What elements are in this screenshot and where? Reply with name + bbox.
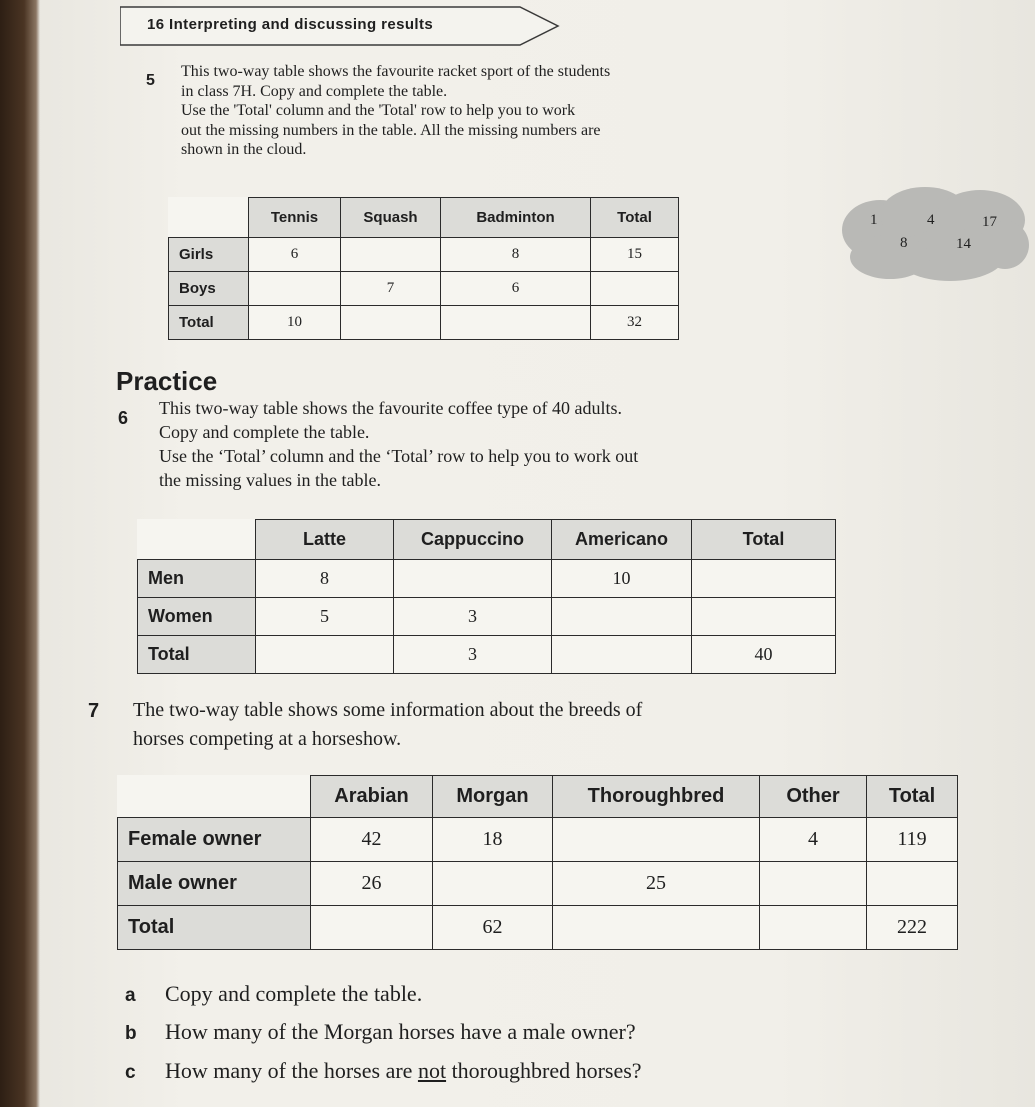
- table-cell: [692, 598, 836, 636]
- question-6-line: This two-way table shows the favourite coffee type of 40 adults.: [159, 398, 623, 418]
- table-cell: [311, 906, 433, 950]
- row-header: Total: [138, 636, 256, 674]
- column-header: Cappuccino: [394, 520, 552, 560]
- table-cell: 3: [394, 598, 552, 636]
- row-header: Men: [138, 560, 256, 598]
- table-cell: [760, 862, 867, 906]
- table-corner: [138, 520, 256, 560]
- row-header: Male owner: [118, 862, 311, 906]
- question-5-line: out the missing numbers in the table. All the missing numbers are: [181, 121, 601, 139]
- table-cell: [394, 560, 552, 598]
- cloud-number: 17: [982, 214, 997, 230]
- table-row: [169, 238, 679, 272]
- coffee-type-table: [137, 519, 836, 674]
- table-row: [118, 818, 958, 862]
- table-cell: 62: [433, 906, 553, 950]
- question-7-line: horses competing at a horseshow.: [133, 728, 402, 750]
- column-header: Arabian: [311, 776, 433, 818]
- sub-question-text: How many of the horses are: [165, 1058, 418, 1083]
- table-cell: 10: [552, 560, 692, 598]
- column-header: Badminton: [441, 198, 591, 238]
- column-header: Americano: [552, 520, 692, 560]
- column-header: Latte: [256, 520, 394, 560]
- question-5-line: Use the 'Total' column and the 'Total' row to help you to work: [181, 102, 576, 119]
- table-cell: 40: [692, 636, 836, 674]
- table-cell: 10: [249, 306, 341, 340]
- table-cell: 119: [867, 818, 958, 862]
- column-header: Other: [760, 776, 867, 818]
- table-cell: 7: [341, 272, 441, 306]
- table-row: [169, 306, 679, 340]
- table-cell: [249, 272, 341, 306]
- sub-question-letter: b: [125, 1023, 137, 1044]
- cloud-number: 1: [870, 212, 878, 228]
- table-cell: [552, 598, 692, 636]
- question-7-line: The two-way table shows some information about the breeds of: [133, 699, 643, 721]
- cloud-number: 8: [900, 235, 908, 251]
- book-spine-shadow: [0, 0, 40, 1107]
- table-cell: 8: [441, 238, 591, 272]
- table-cell: [441, 306, 591, 340]
- row-header: Total: [169, 306, 249, 340]
- sub-question-text: Copy and complete the table.: [165, 981, 423, 1006]
- practice-heading: Practice: [116, 366, 218, 396]
- table-row: [138, 636, 836, 674]
- table-cell: [341, 306, 441, 340]
- column-header: Total: [867, 776, 958, 818]
- table-cell: [692, 560, 836, 598]
- chapter-banner: [120, 6, 560, 46]
- question-5-line: shown in the cloud.: [181, 141, 307, 158]
- table-row: [118, 862, 958, 906]
- table-cell: 18: [433, 818, 553, 862]
- cloud-number: 14: [956, 236, 971, 252]
- question-6-number: 6: [118, 408, 129, 428]
- column-header: Morgan: [433, 776, 553, 818]
- table-cell: 5: [256, 598, 394, 636]
- question-7-number: 7: [88, 700, 100, 722]
- table-cell: [591, 272, 679, 306]
- question-7-text: [133, 696, 853, 754]
- question-5-number: 5: [146, 72, 155, 89]
- row-header: Girls: [169, 238, 249, 272]
- table-cell: 4: [760, 818, 867, 862]
- column-header: Total: [692, 520, 836, 560]
- question-5-line: in class 7H. Copy and complete the table.: [181, 82, 448, 100]
- table-corner: [169, 198, 249, 238]
- sub-question-letter: a: [125, 985, 136, 1006]
- table-cell: 42: [311, 818, 433, 862]
- sub-question-letter: c: [125, 1062, 136, 1083]
- table-cell: 6: [441, 272, 591, 306]
- row-header: Women: [138, 598, 256, 636]
- sub-question-c: [125, 1058, 642, 1084]
- table-cell: 222: [867, 906, 958, 950]
- sub-question-text-end: thoroughbred horses?: [446, 1058, 642, 1083]
- table-cell: [552, 636, 692, 674]
- table-row: [138, 598, 836, 636]
- question-6-line: Copy and complete the table.: [159, 422, 370, 442]
- row-header: Boys: [169, 272, 249, 306]
- table-cell: [433, 862, 553, 906]
- table-cell: [553, 906, 760, 950]
- question-6-text: [159, 396, 819, 492]
- table-cell: [760, 906, 867, 950]
- table-cell: 25: [553, 862, 760, 906]
- table-cell: 3: [394, 636, 552, 674]
- row-header: Total: [118, 906, 311, 950]
- column-header: Squash: [341, 198, 441, 238]
- question-5-line: This two-way table shows the favourite racket sport of the students: [181, 63, 611, 80]
- question-6-line: the missing values in the table.: [159, 470, 381, 490]
- underlined-word: not: [417, 1058, 447, 1083]
- cloud-shape: [840, 185, 1030, 285]
- sub-question-a: [125, 981, 422, 1007]
- table-row: [169, 272, 679, 306]
- chapter-title: 16 Interpreting and discussing results: [147, 16, 434, 33]
- question-5-text: [181, 62, 821, 160]
- table-row: [118, 906, 958, 950]
- sub-question-text: How many of the Morgan horses have a male owner?: [165, 1019, 636, 1044]
- table-cell: [553, 818, 760, 862]
- racket-sport-table: [168, 197, 679, 340]
- sub-question-b: [125, 1019, 636, 1045]
- missing-numbers-cloud: [840, 185, 1030, 285]
- column-header: Thoroughbred: [553, 776, 760, 818]
- cloud-number: 4: [927, 212, 935, 228]
- table-cell: 15: [591, 238, 679, 272]
- table-cell: 6: [249, 238, 341, 272]
- table-cell: [341, 238, 441, 272]
- table-cell: [256, 636, 394, 674]
- table-cell: 8: [256, 560, 394, 598]
- table-row: [138, 560, 836, 598]
- question-6-line: Use the ‘Total’ column and the ‘Total’ row to help you to work out: [159, 446, 639, 466]
- table-corner: [118, 776, 311, 818]
- table-cell: 26: [311, 862, 433, 906]
- horse-breeds-table: [117, 775, 958, 950]
- column-header: Tennis: [249, 198, 341, 238]
- column-header: Total: [591, 198, 679, 238]
- table-cell: 32: [591, 306, 679, 340]
- table-cell: [867, 862, 958, 906]
- row-header: Female owner: [118, 818, 311, 862]
